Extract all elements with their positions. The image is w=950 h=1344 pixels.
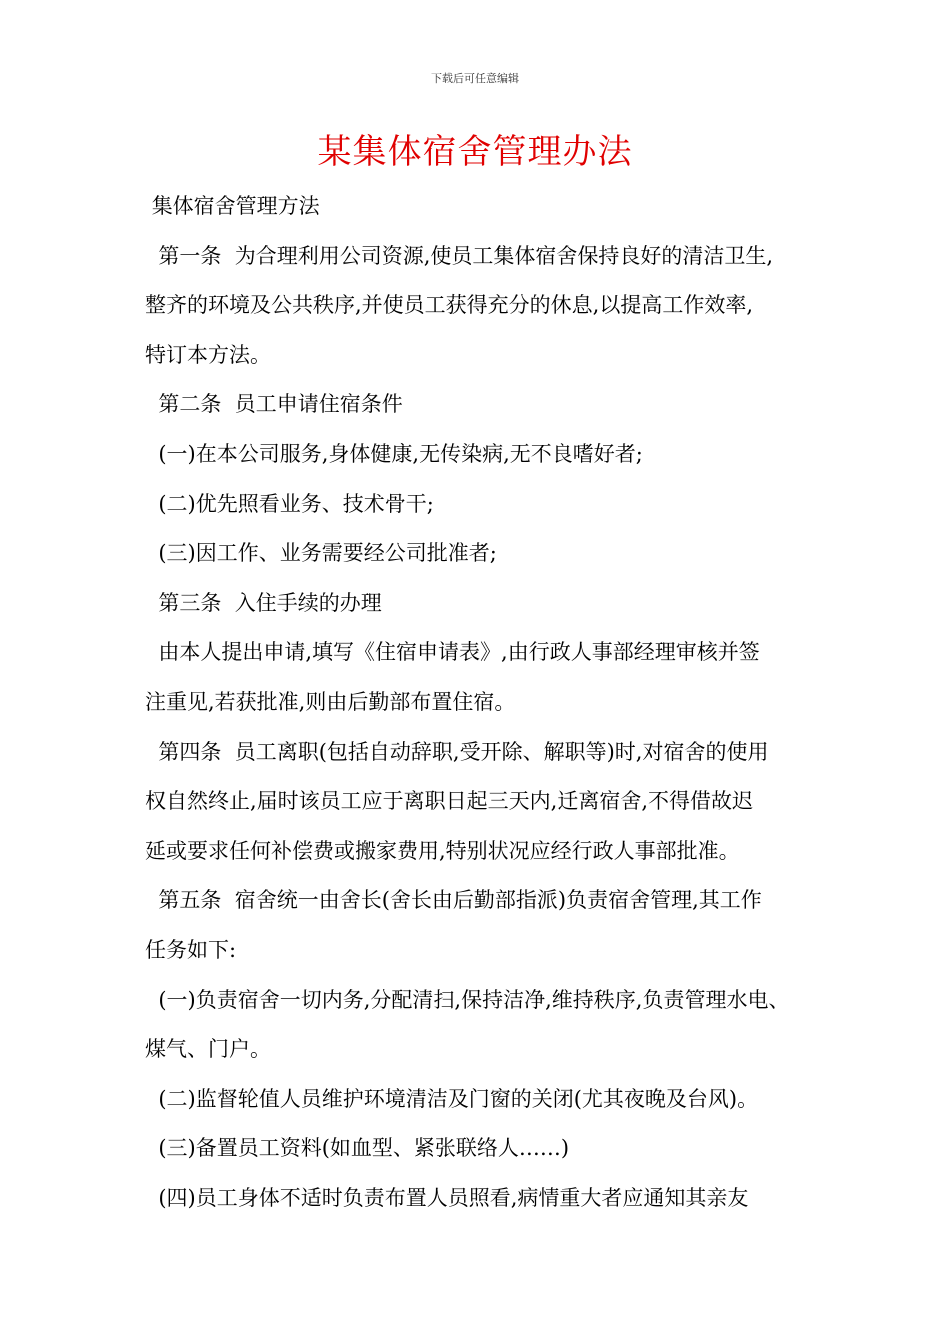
body-line: (三)因工作、业务需要经公司批准者; [145, 541, 497, 566]
body-line: 特订本方法。 [145, 342, 271, 367]
body-line: (四)员工身体不适时负责布置人员照看,病情重大者应通知其亲友 [145, 1185, 749, 1210]
body-line: (一)负责宿舍一切内务,分配清扫,保持洁净,维持秩序,负责管理水电、 [145, 987, 790, 1012]
body-line: 第三条 入住手续的办理 [145, 590, 382, 615]
body-line: 整齐的环境及公共秩序,并使员工获得充分的休息,以提高工作效率, [145, 293, 754, 318]
body-line: 任务如下: [145, 937, 237, 962]
body-line: 权自然终止,届时该员工应于离职日起三天内,迁离宿舍,不得借故迟 [145, 789, 754, 814]
body-line: (二)监督轮值人员维护环境清洁及门窗的关闭(尤其夜晚及台风)。 [145, 1086, 759, 1111]
body-line: (二)优先照看业务、技术骨干; [145, 491, 434, 516]
body-line: 由本人提出申请,填写《住宿申请表》,由行政人事部经理审核并签 [145, 640, 760, 665]
body-line: 集体宿舍管理方法 [145, 194, 320, 218]
body-line: 第五条 宿舍统一由舍长(舍长由后勤部指派)负责宿舍管理,其工作 [145, 888, 762, 913]
body-line: 延或要求任何补偿费或搬家费用,特别状况应经行政人事部批准。 [145, 838, 740, 863]
body-line: (三)备置员工资料(如血型、紧张联络人……) [145, 1136, 570, 1161]
header-note: 下载后可任意编辑 [431, 72, 519, 85]
body-line: 第二条 员工申请住宿条件 [145, 392, 403, 417]
body-line: (一)在本公司服务,身体健康,无传染病,无不良嗜好者; [145, 441, 643, 466]
document-body [145, 182, 815, 1223]
body-line: 注重见,若获批准,则由后勤部布置住宿。 [145, 689, 516, 714]
body-line: 第一条 为合理利用公司资源,使员工集体宿舍保持良好的清洁卫生, [145, 243, 774, 268]
body-line: 煤气、门户。 [145, 1037, 271, 1062]
document-title: 某集体宿舍管理办法 [317, 132, 633, 172]
body-line: 第四条 员工离职(包括自动辞职,受开除、解职等)时,对宿舍的使用 [145, 739, 769, 764]
